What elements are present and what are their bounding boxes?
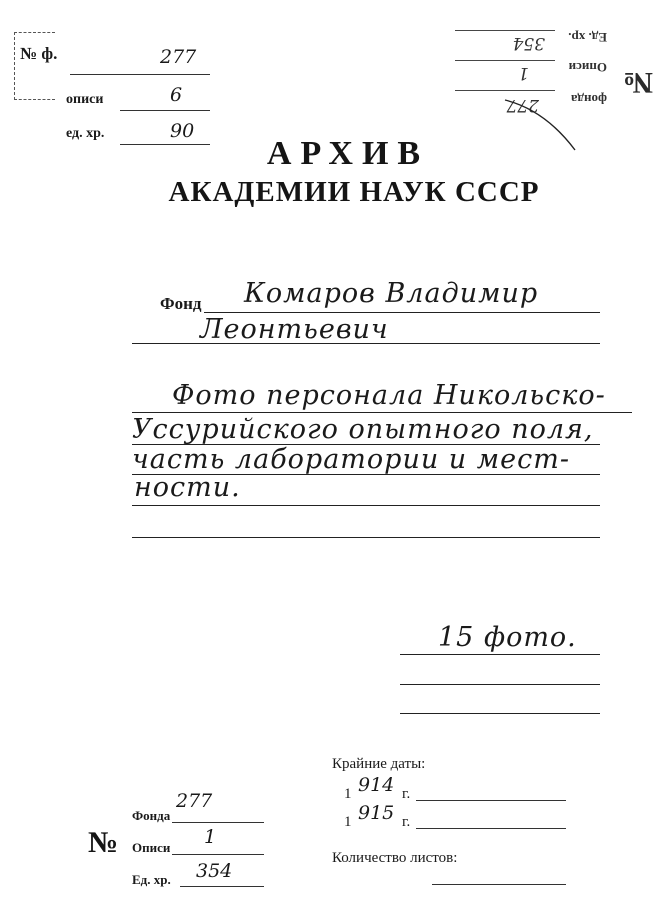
bottom-ed-value: 354 <box>196 860 233 882</box>
stamp-ed-label: ед. хр. <box>66 126 105 141</box>
stamp-opisi-label: описи <box>66 92 104 107</box>
bottom-opisi-value: 1 <box>204 826 217 848</box>
count-rule-1 <box>400 654 600 655</box>
mirror-ed-label: Ед. хр. <box>568 30 607 45</box>
date2-prefix: 1 <box>344 814 352 830</box>
fond-name-line2: Леонтьевич <box>200 314 389 345</box>
mirror-fonda-label: фонда <box>570 92 607 107</box>
stamp-fond-value: 277 <box>160 46 197 68</box>
sheets-line <box>432 884 566 885</box>
mirror-opisi-value: 1 <box>518 63 529 83</box>
count-rule-2 <box>400 684 600 685</box>
count-rule-3 <box>400 713 600 714</box>
description-rule-1 <box>132 412 632 413</box>
bottom-opisi-label: Описи <box>132 840 171 855</box>
date2-suffix: г. <box>402 814 411 830</box>
bottom-numero: № <box>88 826 119 859</box>
bottom-opisi-line <box>172 854 264 855</box>
photo-count-note: 15 фото. <box>438 622 577 653</box>
description-line4: ности. <box>134 472 241 503</box>
description-rule-5 <box>132 537 600 538</box>
date2-value: 915 <box>358 802 395 824</box>
description-line2: Уссурийского опытного поля, <box>132 414 594 445</box>
dates-label: Крайние даты: <box>332 756 426 772</box>
archive-title: АРХИВ <box>266 135 430 172</box>
mirror-numero: № <box>622 66 653 99</box>
fond-label: Фонд <box>160 294 202 313</box>
bottom-fonda-line <box>172 822 264 823</box>
date1-line <box>416 800 566 801</box>
description-rule-4 <box>132 505 600 506</box>
date2-line <box>416 828 566 829</box>
description-line3: часть лаборатории и мест- <box>132 444 570 475</box>
academy-title: АКАДЕМИИ НАУК СССР <box>168 176 540 208</box>
bottom-ed-label: Ед. хр. <box>132 872 171 887</box>
sheets-label: Количество листов: <box>332 850 458 866</box>
date1-suffix: г. <box>402 786 411 802</box>
date1-prefix: 1 <box>344 786 352 802</box>
date1-value: 914 <box>358 774 395 796</box>
fond-rule-1 <box>204 312 600 313</box>
stamp-fond-label: № ф. <box>20 44 58 63</box>
fond-name-line1: Комаров Владимир <box>244 278 539 309</box>
bottom-ed-line <box>180 886 264 887</box>
description-line1: Фото персонала Никольско- <box>172 380 606 411</box>
bottom-fonda-value: 277 <box>176 790 213 812</box>
bottom-fonda-label: Фонда <box>132 808 171 823</box>
stamp-ed-value: 90 <box>170 120 195 142</box>
mirror-opisi-label: Описи <box>568 60 607 75</box>
mirror-fonda-value: 277 <box>506 95 539 115</box>
stamp-opisi-value: 6 <box>170 84 183 106</box>
fond-rule-2 <box>132 343 600 344</box>
mirror-ed-value: 354 <box>512 33 545 53</box>
